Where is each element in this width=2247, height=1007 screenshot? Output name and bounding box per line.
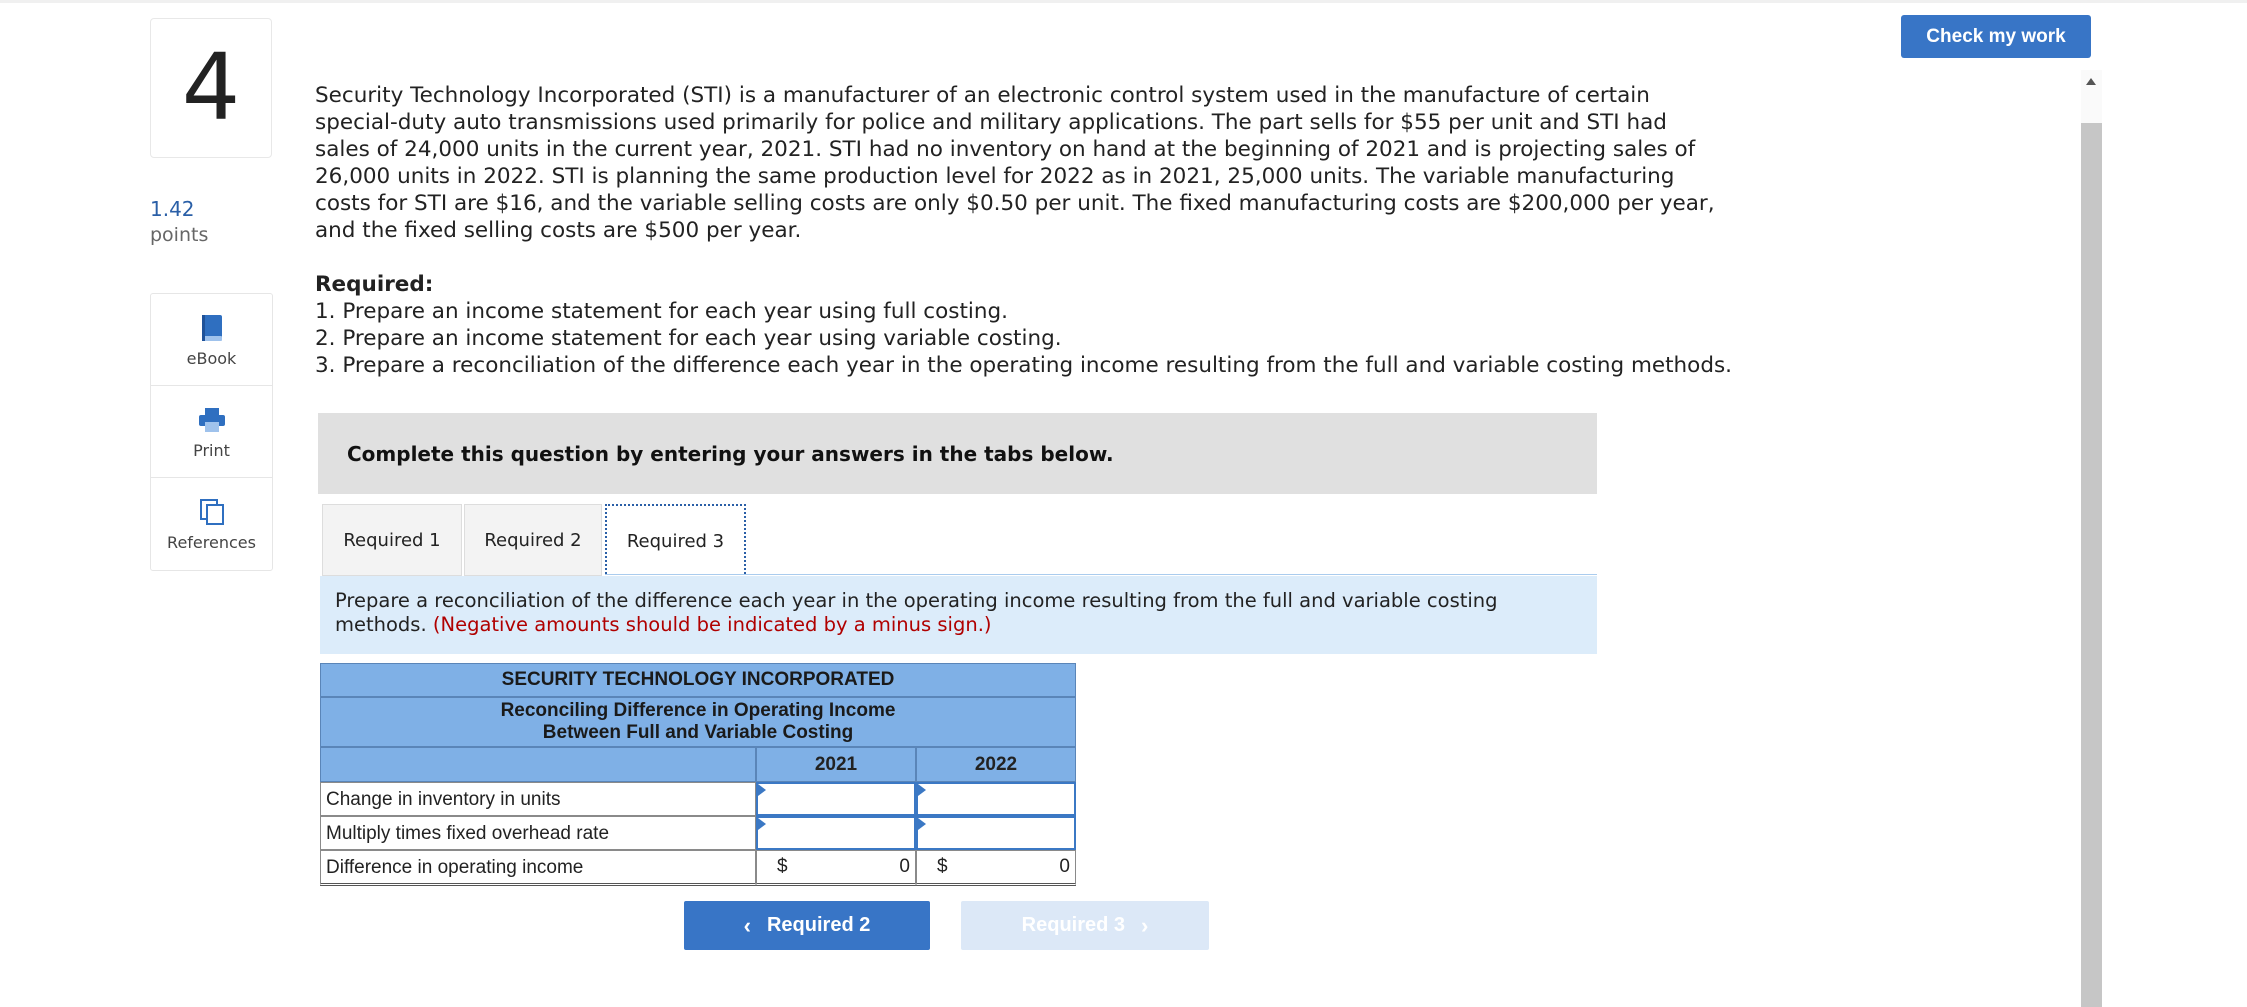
problem-text: Security Technology Incorporated (STI) is a manufacturer of an electronic control system used in the manufacture of certain special-duty auto transmissions used primarily for police and military applications. The part sells for $55 per unit and STI had sales of 24,000 units in the current year, 2021. STI had no inventory on hand at the beginning of 2021 and is projecting sales of 26,000 units in 2022. STI is planning the same production level for 2022 as in 2021, 25,000 units. The variable manufacturing costs for STI are $16, and the variable selling costs are only $0.50 per unit. The fixed manufacturing costs are $200,000 per year, and the fixed selling costs are $500 per year. (315, 83, 1715, 243)
worksheet-title-line1: Reconciling Difference in Operating Income (500, 700, 896, 721)
check-my-work-button[interactable]: Check my work (1901, 15, 2091, 58)
year-2021-header: 2021 (756, 747, 916, 782)
input-marker-icon (918, 784, 926, 796)
required-section (315, 271, 1755, 379)
prev-button-label: Required 2 (766, 914, 871, 936)
instruction-main: Prepare a reconciliation of the difference each year in the operating income resulting from the full and variable costing methods. (335, 589, 1498, 636)
instruction-box (320, 576, 1597, 654)
required-heading: Required: (315, 272, 434, 297)
points-block (150, 197, 208, 247)
input-change-inventory-2021[interactable] (756, 782, 916, 816)
row-label-change-inventory: Change in inventory in units (320, 782, 756, 816)
input-fixed-overhead-2021[interactable] (756, 816, 916, 850)
year-2022-header: 2022 (916, 747, 1076, 782)
copy-pages-icon (198, 495, 226, 529)
worksheet-company: SECURITY TECHNOLOGY INCORPORATED (320, 663, 1076, 697)
complete-banner (318, 413, 1597, 494)
ebook-button[interactable] (151, 294, 272, 386)
vertical-scrollbar[interactable] (2081, 70, 2102, 1007)
total-difference-2022 (916, 850, 1076, 886)
next-button-label: Required 3 (1021, 914, 1126, 936)
next-required-3-button[interactable] (961, 901, 1209, 950)
print-button[interactable] (151, 386, 272, 478)
row-label-difference-income: Difference in operating income (320, 850, 756, 886)
instruction-text (335, 589, 1585, 637)
currency-symbol: $ (777, 856, 788, 877)
input-fixed-overhead-2022[interactable] (916, 816, 1076, 850)
required-item-3: 3. Prepare a reconciliation of the difference each year in the operating income resulting from the full and variable costing methods. (315, 353, 1733, 378)
scrollbar-thumb[interactable] (2081, 123, 2102, 1007)
header-blank (320, 747, 756, 782)
points-value: 1.42 (150, 197, 195, 221)
input-marker-icon (918, 818, 926, 830)
prev-required-2-button[interactable] (684, 901, 930, 950)
total-2021-value: 0 (899, 856, 910, 877)
required-item-1: 1. Prepare an income statement for each year using full costing. (315, 299, 1008, 324)
ebook-label: eBook (186, 349, 237, 368)
chevron-right-icon: › (1141, 912, 1149, 938)
tab-required-2[interactable]: Required 2 (464, 504, 602, 576)
problem-statement (315, 82, 1715, 244)
instruction-note: (Negative amounts should be indicated by a minus sign.) (432, 613, 992, 636)
question-number: 4 (150, 18, 272, 158)
scroll-up-arrow-icon[interactable] (2086, 78, 2096, 85)
tab-underline (605, 574, 1597, 575)
reconciliation-worksheet (320, 663, 1076, 887)
references-button[interactable] (151, 478, 272, 569)
total-2022-value: 0 (1059, 856, 1070, 877)
tools-panel (150, 293, 273, 571)
worksheet-title (320, 697, 1076, 747)
printer-icon (197, 403, 227, 437)
currency-symbol: $ (937, 856, 948, 877)
input-marker-icon (758, 784, 766, 796)
input-marker-icon (758, 818, 766, 830)
tab-required-3[interactable]: Required 3 (605, 504, 746, 578)
complete-banner-text: Complete this question by entering your answers in the tabs below. (347, 441, 1114, 466)
references-label: References (167, 533, 256, 552)
total-difference-2021 (756, 850, 916, 886)
points-label: points (150, 224, 209, 246)
book-icon (200, 311, 224, 345)
chevron-left-icon: ‹ (743, 912, 751, 938)
print-label: Print (193, 441, 230, 460)
tab-required-1[interactable]: Required 1 (322, 504, 462, 576)
row-label-fixed-overhead: Multiply times fixed overhead rate (320, 816, 756, 850)
top-divider (0, 0, 2247, 3)
required-item-2: 2. Prepare an income statement for each year using variable costing. (315, 326, 1062, 351)
input-change-inventory-2022[interactable] (916, 782, 1076, 816)
worksheet-title-line2: Between Full and Variable Costing (542, 722, 854, 743)
